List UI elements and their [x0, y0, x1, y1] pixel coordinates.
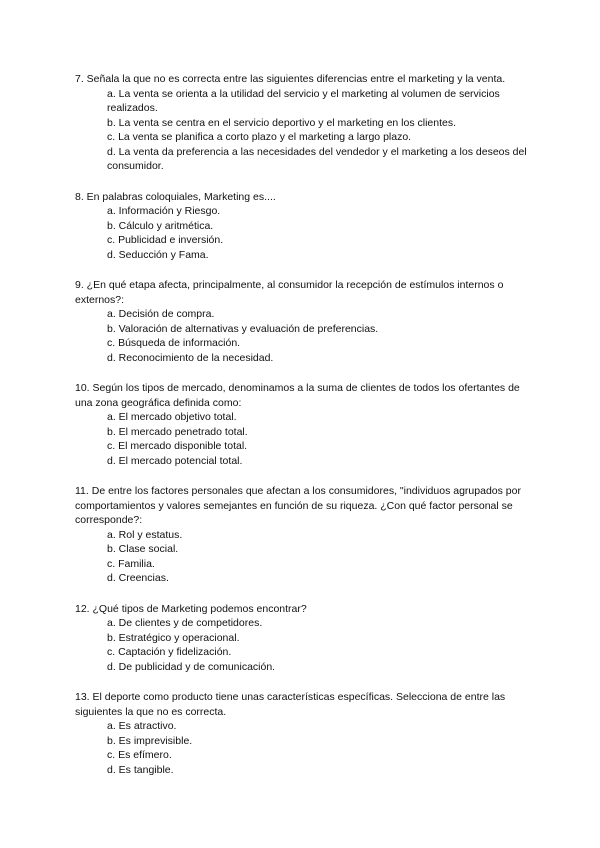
- option-b: b. Es imprevisible.: [107, 734, 193, 747]
- question-9: [75, 278, 540, 365]
- option-c: c. Búsqueda de información.: [107, 337, 241, 349]
- option-list: [75, 410, 540, 468]
- option-c: c. El mercado disponible total.: [107, 440, 248, 452]
- option-list: [75, 204, 540, 262]
- option-a: a. Decisión de compra.: [107, 308, 215, 320]
- question-text: 9. ¿En qué etapa afecta, principalmente, al consumidor la recepción de estímulos internos o externos?:: [75, 279, 504, 306]
- question-8: [75, 190, 540, 263]
- option-list: [75, 87, 540, 174]
- option-c: c. La venta se planifica a corto plazo y el marketing a largo plazo.: [107, 131, 412, 143]
- option-a: a. La venta se orienta a la utilidad del servicio y el marketing al volumen de servicios realizados.: [107, 87, 500, 114]
- question-11: [75, 484, 540, 586]
- option-d: d. Seducción y Fama.: [107, 248, 209, 261]
- option-c: c. Es efímero.: [107, 749, 172, 761]
- question-text: 11. De entre los factores personales que afectan a los consumidores, "individuos agrupados por comportamientos y valores semejantes en función de su riqueza. ¿Con qué factor personal se corresponde?:: [75, 485, 521, 526]
- option-d: d. El mercado potencial total.: [107, 454, 243, 467]
- option-b: b. Valoración de alternativas y evaluación de preferencias.: [107, 322, 379, 335]
- option-list: [75, 616, 540, 674]
- option-d: d. De publicidad y de comunicación.: [107, 660, 276, 673]
- option-list: [75, 307, 540, 365]
- option-d: d. Reconocimiento de la necesidad.: [107, 351, 274, 364]
- option-d: d. Creencias.: [107, 572, 169, 584]
- question-13: [75, 690, 540, 777]
- option-b: b. El mercado penetrado total.: [107, 425, 248, 438]
- option-a: a. Información y Riesgo.: [107, 205, 221, 217]
- question-text: 8. En palabras coloquiales, Marketing es....: [75, 190, 276, 203]
- option-a: a. Es atractivo.: [107, 720, 177, 732]
- option-d: d. La venta da preferencia a las necesidades del vendedor y el marketing a los deseos del consumidor.: [107, 145, 527, 172]
- option-b: b. Estratégico y operacional.: [107, 631, 240, 644]
- option-c: c. Familia.: [107, 557, 155, 570]
- option-a: a. De clientes y de competidores.: [107, 617, 263, 629]
- question-12: [75, 602, 540, 675]
- option-c: c. Publicidad e inversión.: [107, 234, 224, 246]
- question-text: 13. El deporte como producto tiene unas características específicas. Selecciona de entre las siguientes la que no es correcta.: [75, 691, 506, 718]
- question-text: 7. Señala la que no es correcta entre las siguientes diferencias entre el marketing y la venta.: [75, 73, 506, 85]
- option-list: [75, 528, 540, 586]
- option-c: c. Captación y fidelización.: [107, 646, 232, 658]
- question-10: [75, 381, 540, 468]
- option-a: a. El mercado objetivo total.: [107, 411, 237, 423]
- question-text: 10. Según los tipos de mercado, denominamos a la suma de clientes de todos los ofertantes de una zona geográfica definida como:: [75, 382, 520, 409]
- option-b: b. Clase social.: [107, 543, 179, 555]
- question-7: [75, 72, 540, 174]
- option-list: [75, 719, 540, 777]
- question-list: [75, 72, 540, 793]
- question-text: 12. ¿Qué tipos de Marketing podemos encontrar?: [75, 602, 307, 615]
- option-a: a. Rol y estatus.: [107, 528, 183, 541]
- option-d: d. Es tangible.: [107, 763, 174, 776]
- option-b: b. Cálculo y aritmética.: [107, 219, 214, 232]
- option-b: b. La venta se centra en el servicio deportivo y el marketing en los clientes.: [107, 116, 457, 129]
